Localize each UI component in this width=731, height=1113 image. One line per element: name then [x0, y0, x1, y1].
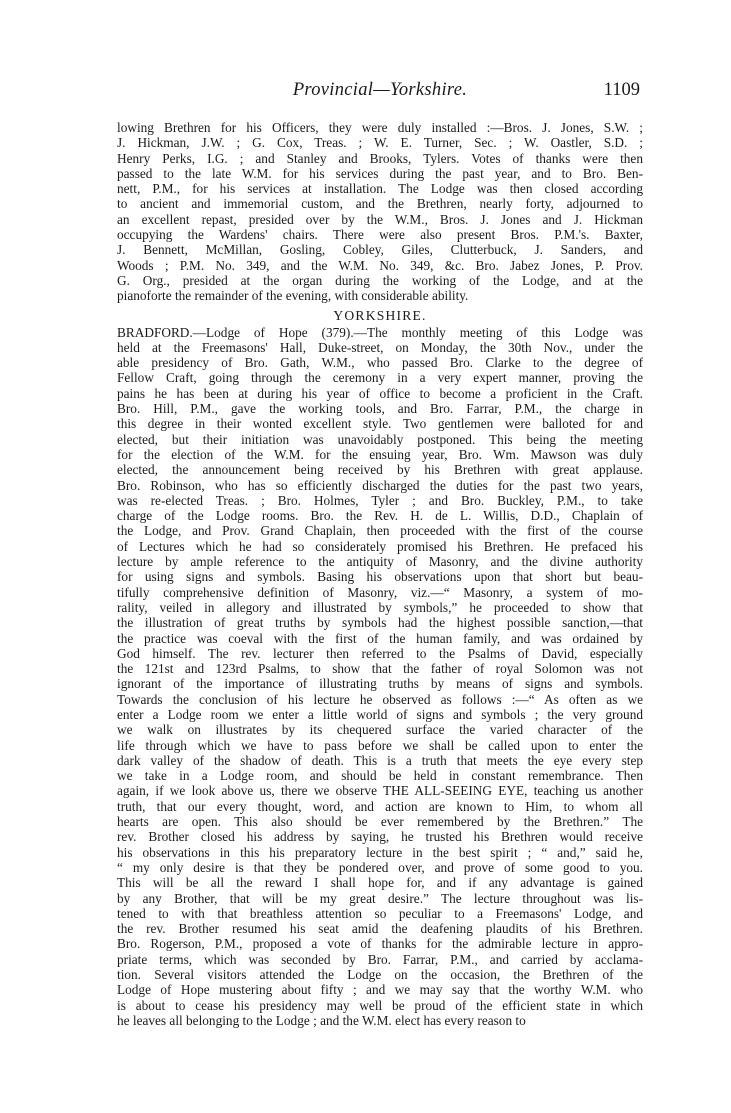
- text-line: Bro. Robinson, who has so efficiently discharged the duties for the past two years,: [117, 477, 643, 493]
- text-line: BRADFORD.—Lodge of Hope (379).—The monthly meeting of this Lodge was: [117, 324, 643, 340]
- text-line: Henry Perks, I.G. ; and Stanley and Brooks, Tylers. Votes of thanks were then: [117, 150, 643, 166]
- text-line: an excellent repast, presided over by the W.M., Bros. J. Jones and J. Hickman: [117, 211, 643, 227]
- text-line: the illustration of great truths by symbols had the highest possible sanction,—that: [117, 615, 643, 631]
- text-line: the rev. Brother resumed his seat amid the deafening plaudits of his Brethren.: [117, 921, 643, 937]
- text-line: elected, but their initiation was unavoidably postponed. This being the meeting: [117, 431, 643, 447]
- text-line: lecture by ample reference to the antiquity of Masonry, and the divine authority: [117, 554, 643, 570]
- text-line: the Lodge, and Prov. Grand Chaplain, then proceeded with the first of the course: [117, 523, 643, 539]
- text-line: elected, the announcement being received by his Brethren with great applause.: [117, 462, 643, 478]
- text-line: truth, that our every thought, word, and action are known to Him, to whom all: [117, 798, 643, 814]
- text-line: is about to cease his presidency may well be proud of the efficient state in which: [117, 997, 643, 1013]
- text-line: pains he has been at during his year of office to become a proficient in the Craft.: [117, 385, 643, 401]
- text-line: lowing Brethren for his Officers, they were duly installed :—Bros. J. Jones, S.W. ;: [117, 120, 643, 135]
- running-title: Provincial—Yorkshire.: [292, 80, 468, 100]
- text-line: Towards the conclusion of his lecture he observed as follows :—“ As often as we: [117, 691, 643, 707]
- text-line: his observations in this his preparatory lecture in the best spirit ; “ and,” said he,: [117, 844, 643, 860]
- text-line: for using signs and symbols. Basing his observations upon that short but beau-: [117, 569, 643, 585]
- text-line: the 121st and 123rd Psalms, to show that the father of royal Solomon was not: [117, 661, 643, 677]
- text-line: this degree in their wonted excellent style. Two gentlemen were balloted for and: [117, 416, 643, 432]
- text-line: we take in a Lodge room, and should be held in constant remembrance. Then: [117, 768, 643, 784]
- article-body: [117, 120, 643, 1028]
- text-line: by any Brother, that will be my great desire.” The lecture throughout was lis-: [117, 890, 643, 906]
- text-line: priate terms, which was seconded by Bro. Farrar, P.M., and carried by acclama-: [117, 951, 643, 967]
- text-line: Lodge of Hope mustering about fifty ; and we may say that the worthy W.M. who: [117, 982, 643, 998]
- text-line: This will be all the reward I shall hope for, and if any advantage is gained: [117, 875, 643, 891]
- text-line: rev. Brother closed his address by saying, he trusted his Brethren would receive: [117, 829, 643, 845]
- page-number: 1109: [603, 80, 640, 100]
- text-line: he leaves all belonging to the Lodge ; and the W.M. elect has every reason to: [117, 1012, 526, 1028]
- text-line: for the election of the W.M. for the ensuing year, Bro. Wm. Mawson was duly: [117, 446, 643, 462]
- text-line: Woods ; P.M. No. 349, and the W.M. No. 349, &c. Bro. Jabez Jones, P. Prov.: [117, 257, 643, 273]
- text-line: G. Org., presided at the organ during the working of the Lodge, and at the: [117, 272, 643, 288]
- text-line: J. Hickman, J.W. ; G. Cox, Treas. ; W. E. Turner, Sec. ; W. Oastler, S.D. ;: [117, 135, 643, 151]
- text-line: passed to the late W.M. for his services during the past year, and to Bro. Ben-: [117, 165, 643, 181]
- text-line: life through which we have to pass before we shall be called upon to enter the: [117, 737, 643, 753]
- text-line: tened to with that breathless attention so peculiar to a Freemasons' Lodge, and: [117, 905, 643, 921]
- text-line: occupying the Wardens' chairs. There were also present Bros. P.M.'s. Baxter,: [117, 227, 643, 243]
- text-line: held at the Freemasons' Hall, Duke-street, on Monday, the 30th Nov., under the: [117, 339, 643, 355]
- text-line: enter a Lodge room we enter a little world of signs and symbols ; the very ground: [117, 706, 643, 722]
- text-line: ignorant of the importance of illustrating truths by means of signs and symbols.: [117, 676, 643, 692]
- paragraph-bradford: [117, 325, 643, 1029]
- text-line: Bro. Rogerson, P.M., proposed a vote of thanks for the admirable lecture in appro-: [117, 936, 643, 952]
- text-line: Fellow Craft, going through the ceremony in a very expert manner, proving the: [117, 370, 643, 386]
- text-line: of Lectures which he had so considerately promised his Brethren. He prefaced his: [117, 538, 643, 554]
- text-line: was re-elected Treas. ; Bro. Holmes, Tyler ; and Bro. Buckley, P.M., to take: [117, 492, 643, 508]
- text-line: J. Bennett, McMillan, Gosling, Cobley, Giles, Clutterbuck, J. Sanders, and: [117, 242, 643, 258]
- text-line: nett, P.M., for his services at installation. The Lodge was then closed according: [117, 181, 643, 197]
- text-line: pianoforte the remainder of the evening, with considerable ability.: [117, 288, 469, 304]
- page-header: [118, 80, 642, 106]
- text-line: to ancient and immemorial custom, and the Brethren, nearly forty, adjourned to: [117, 196, 643, 212]
- text-line: tifully comprehensive definition of Masonry, viz.—“ Masonry, a system of mo-: [117, 584, 643, 600]
- text-line: we walk on illustrates by its chequered surface the varied character of the: [117, 722, 643, 738]
- text-line: again, if we look above us, there we observe THE ALL-SEEING EYE, teaching us another: [117, 783, 643, 799]
- text-line: the practice was coeval with the first of the human family, and was ordained by: [117, 630, 643, 646]
- section-heading: YORKSHIRE.: [333, 307, 427, 323]
- text-line: hearts are open. This also should be ever remembered by the Brethren.” The: [117, 814, 643, 830]
- text-line: dark valley of the shadow of death. This is a truth that meets the eye every step: [117, 752, 643, 768]
- text-line: rality, veiled in allegory and illustrated by symbols,” he proceeded to show that: [117, 599, 643, 615]
- text-line: “ my only desire is that they be pondered over, and prove of some good to you.: [117, 859, 643, 875]
- text-line: God himself. The rev. lecturer then referred to the Psalms of David, especially: [117, 645, 643, 661]
- text-line: Bro. Hill, P.M., gave the working tools, and Bro. Farrar, P.M., the charge in: [117, 401, 643, 417]
- text-line: charge of the Lodge rooms. Bro. the Rev. H. de L. Willis, D.D., Chaplain of: [117, 508, 643, 524]
- text-line: tion. Several visitors attended the Lodge on the occasion, the Brethren of the: [117, 967, 643, 983]
- paragraph-continued: [117, 120, 643, 304]
- text-line: able presidency of Bro. Gath, W.M., who passed Bro. Clarke to the degree of: [117, 355, 643, 371]
